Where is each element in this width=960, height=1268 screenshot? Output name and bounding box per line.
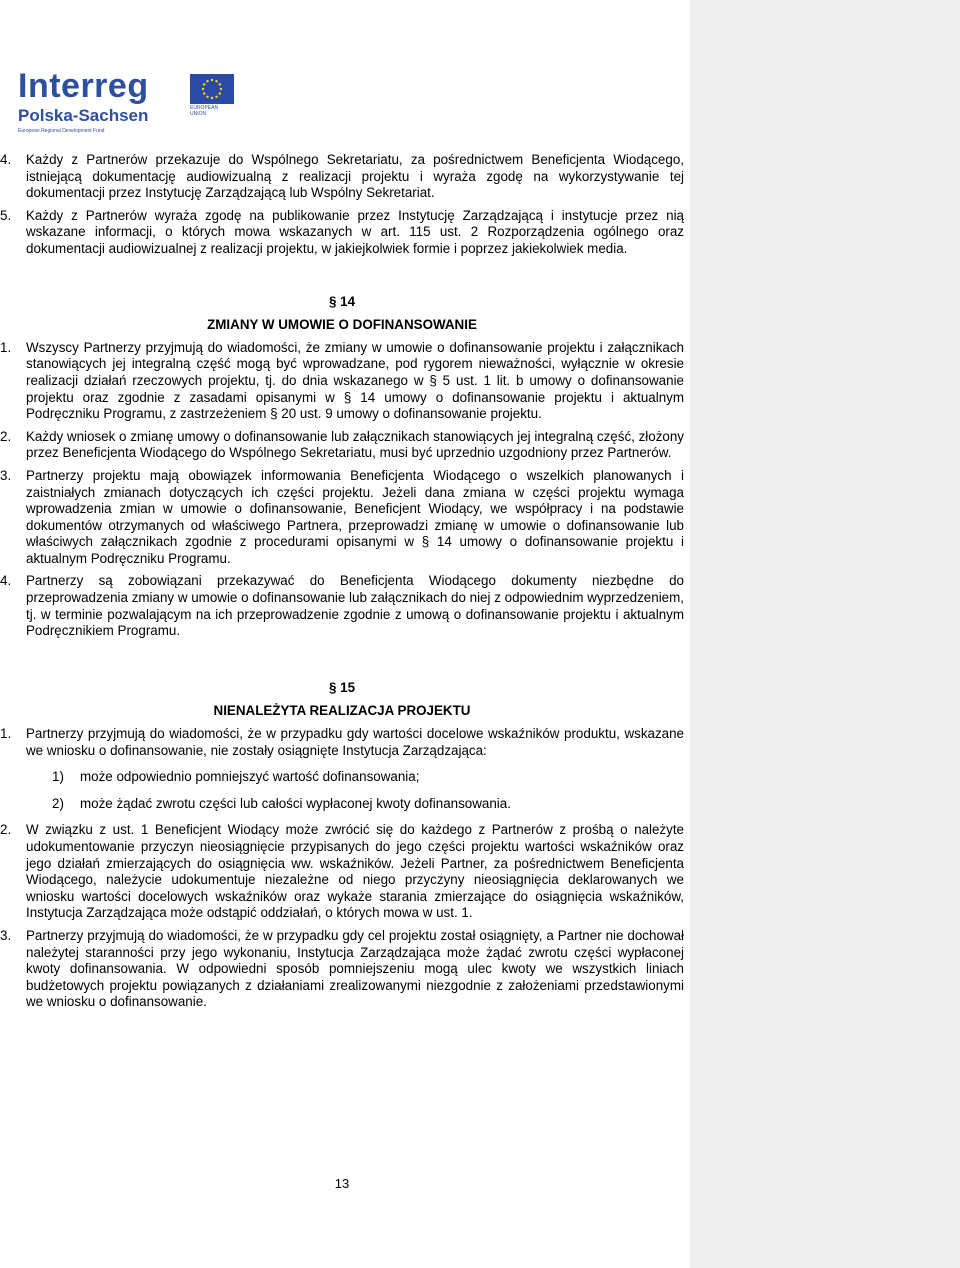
item-text: Każdy wniosek o zmianę umowy o dofinansowanie lub załącznikach stanowiących jej integralną część, złożony przez Beneficjenta Wiodącego do Wspólnego Sekretariatu, musi być uprzednio uzgodniony przez Partnerów. <box>26 428 684 461</box>
sub-list-item <box>0 769 684 786</box>
item-text: W związku z ust. 1 Beneficjent Wiodący może zwrócić się do każdego z Partnerów z prośbą o należyte udokumentowanie przyczyn nieosiągnięcie przypisanych do jego części projektu wartości wskaźników oraz jego działań zmierzających do osiągnięcia ww. wskaźników. Jeżeli Partner, za pośrednictwem Beneficjenta Wiodącego, należycie udokumentuje niezależne od niego przyczyny nieosiągnięcia deklarowanych we wniosku wartości docelowych wskaźników oraz wykaże starania zmierzające do osiągnięcia wskaźników, Instytucja Zarządzająca może odstąpić oddziałań, o których mowa w ust. 1. <box>26 822 684 921</box>
item-number: 3. <box>0 927 12 943</box>
section-15-title: NIENALEŻYTA REALIZACJA PROJEKTU <box>213 703 471 719</box>
document-body <box>0 152 684 1011</box>
item-number: 5. <box>0 207 12 223</box>
logo-fund: European Regional Development Fund <box>18 128 105 134</box>
list-item <box>0 468 684 568</box>
item-number: 1. <box>0 726 12 742</box>
list-item <box>0 429 684 462</box>
item-number: 4. <box>0 573 12 589</box>
sub-item-number: 2) <box>52 795 64 811</box>
comment-margin <box>690 0 960 1268</box>
logo-region: Polska-Sachsen <box>18 106 149 125</box>
list-item <box>0 208 684 258</box>
interreg-logo <box>18 67 219 136</box>
list-item <box>0 928 684 1011</box>
list-item <box>0 726 684 759</box>
sub-list-item <box>0 796 684 813</box>
item-number: 4. <box>0 152 12 167</box>
item-text: Partnerzy przyjmują do wiadomości, że w przypadku gdy wartości docelowe wskaźników produktu, wskazane we wniosku o dofinansowanie, nie zostały osiągnięte Instytucja Zarządzająca: <box>26 726 684 758</box>
item-number: 2. <box>0 822 12 838</box>
list-item <box>0 152 684 202</box>
item-number: 2. <box>0 428 12 444</box>
item-text: Każdy z Partnerów przekazuje do Wspólnego Sekretariatu, za pośrednictwem Beneficjenta Wiodącego, istniejącą dokumentację audiowizualną z realizacji projektu i wyraża zgodę na wykorzystywanie tej dokumentacji przez Instytucję Zarządzającą lub Wspólny Sekretariat. <box>26 152 684 201</box>
sub-item-text: może odpowiednio pomniejszyć wartość dofinansowania; <box>80 769 420 785</box>
sub-item-text: może żądać zwrotu części lub całości wypłaconej kwoty dofinansowania. <box>80 795 511 811</box>
sub-item-number: 1) <box>52 769 64 785</box>
eu-flag-icon <box>190 74 234 104</box>
section-14-symbol: § 14 <box>328 293 356 309</box>
item-text: Wszyscy Partnerzy przyjmują do wiadomości, że zmiany w umowie o dofinansowanie projektu i załącznikach stanowiących jej integralną część mogą być wprowadzane, pod rygorem nieważności, wyłącznie w okresie realizacji działań rzeczowych projektu, tj. do dnia wskazanego w § 5 ust. 1 lit. b umowy o dofinansowanie projektu oraz zgodnie z zasadami opisanymi w § 14 umowy o dofinansowanie projektu i aktualnym Podręczniku Programu, z zastrzeżeniem § 20 ust. 9 umowy o dofinansowanie projektu. <box>26 339 684 422</box>
section-15-symbol: § 15 <box>328 679 356 695</box>
logo-eu-label: EUROPEAN UNION <box>190 105 219 117</box>
item-number: 3. <box>0 467 12 483</box>
list-item <box>0 573 684 639</box>
section-14-title: ZMIANY W UMOWIE O DOFINANSOWANIE <box>207 317 477 333</box>
logo-wordmark: Interreg <box>18 67 149 105</box>
item-number: 1. <box>0 339 12 355</box>
page-number: 13 <box>334 1176 350 1191</box>
item-text: Partnerzy projektu mają obowiązek informowania Beneficjenta Wiodącego o wszelkich planowanych i zaistniałych zmianach dotyczących ich części projektu. Jeżeli dana zmiana w części projektu wymaga wprowadzenia zmian w umowie o dofinansowanie, Beneficjent Wiodący, we współpracy i na podstawie dokumentów otrzymanych od właściwego Partnera, przeprowadzi zmianę w umowie o dofinansowanie lub właściwych załącznikach zgodnie z procedurami opisanymi w § 14 umowy o dofinansowanie projektu i aktualnym Podręczniku Programu. <box>26 467 684 566</box>
item-text: Partnerzy są zobowiązani przekazywać do Beneficjenta Wiodącego dokumenty niezbędne do przeprowadzenia zmiany w umowie o dofinansowanie lub załącznikach do niej z odpowiednim wyprzedzeniem, tj. w terminie pozwalającym na ich przeprowadzenie zgodnie z umową o dofinansowanie projektu i aktualnym Podręcznikiem Programu. <box>26 573 684 639</box>
list-item <box>0 822 684 922</box>
item-text: Partnerzy przyjmują do wiadomości, że w przypadku gdy cel projektu został osiągnięty, a Partner nie dochował należytej staranności przy jego wykonaniu, Instytucja Zarządzająca może żądać zwrotu części wypłaconej kwoty dofinansowania. W odpowiedni sposób pomniejszeniu mogą ulec kwoty we wszystkich liniach budżetowych projektu powiązanych z działaniami zrealizowanymi niezgodnie z założeniami przedstawionymi we wniosku o dofinansowanie. <box>26 927 684 1010</box>
list-item <box>0 340 684 423</box>
item-text: Każdy z Partnerów wyraża zgodę na publikowanie przez Instytucję Zarządzającą i instytucje przez nią wskazane informacji, o których mowa wskazanych w art. 115 ust. 2 Rozporządzenia ogólnego oraz dokumentacji audiowizualnej z realizacji projektu, w jakiejkolwiek formie i poprzez jakiekolwiek media. <box>26 207 684 256</box>
